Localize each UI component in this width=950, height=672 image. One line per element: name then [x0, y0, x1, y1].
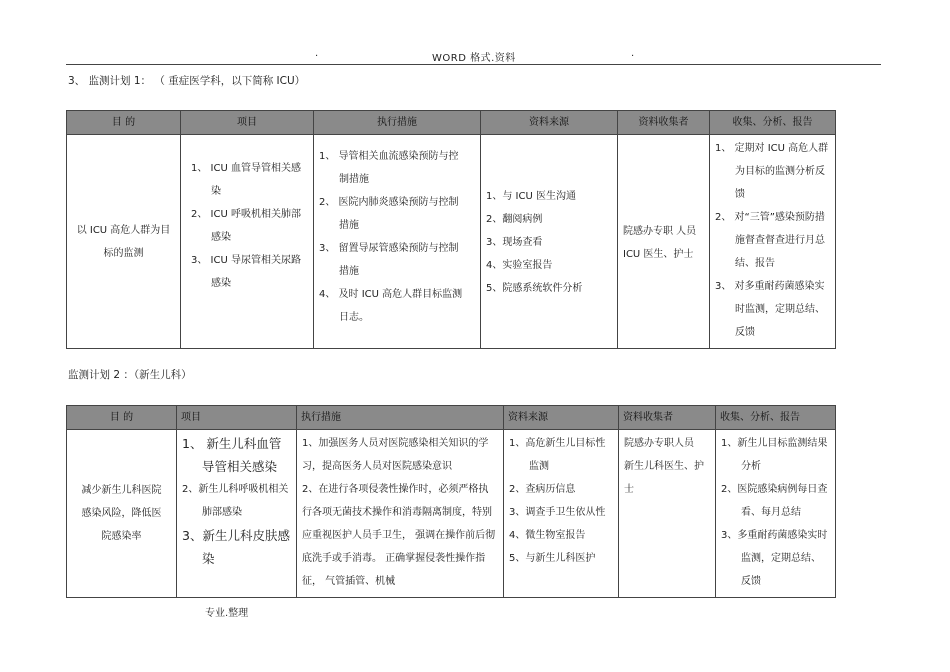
plan1-reports-cell — [710, 135, 836, 349]
plan2-col-collectors: 资料收集者 — [619, 406, 716, 430]
page-header — [66, 48, 881, 65]
plan1-row — [67, 135, 836, 349]
plan2-item: 2、新生儿科呼吸机相关肺部感染 — [182, 484, 289, 518]
plan2-report: 3、多重耐药菌感染实时监测，定期总结、反馈 — [721, 530, 828, 587]
plan1-measure: 3、 留置导尿管感染预防与控制措施 — [319, 243, 459, 277]
plan2-table — [66, 405, 836, 598]
plan1-source: 2、翻阅病例 — [486, 214, 543, 225]
plan2-collector: 院感办专职人员 — [624, 438, 694, 449]
plan1-col-collectors: 资料收集者 — [618, 111, 710, 135]
plan2-measure: 2、在进行各项侵袭性操作时，必须严格执行各项无菌技术操作和消毒隔离制度，特别应重视医护人员手卫生， 强调在操作前后彻底洗手或手消毒。 正确掌握侵袭性操作指征， 气管插管、机械 — [302, 484, 496, 587]
plan2-source: 1、高危新生儿目标性监测 — [509, 438, 606, 472]
plan1-measures-cell — [314, 135, 481, 349]
plan2-source: 3、调查手卫生依从性 — [509, 507, 606, 518]
plan1-collectors-cell — [618, 135, 710, 349]
plan1-source: 4、实验室报告 — [486, 260, 553, 271]
plan1-collector: ICU 医生、护士 — [623, 248, 694, 260]
plan2-item: 3、新生儿科皮肤感染 — [182, 528, 290, 566]
plan2-item: 1、 新生儿科血管导管相关感染 — [182, 436, 282, 474]
plan2-source: 2、查病历信息 — [509, 484, 576, 495]
plan2-items-cell — [177, 430, 297, 598]
plan1-source: 1、与 ICU 医生沟通 — [486, 191, 576, 202]
header-title: WORD 格式.资料 — [432, 53, 516, 64]
plan2-collectors-cell — [619, 430, 716, 598]
plan2-col-goal: 目 的 — [67, 406, 177, 430]
plan1-item: 1、 ICU 血管导管相关感染 — [191, 163, 301, 197]
header-dot-left: . — [315, 48, 319, 59]
plan2-source: 4、微生物室报告 — [509, 530, 586, 541]
plan1-measure: 2、 医院内肺炎感染预防与控制措施 — [319, 197, 459, 231]
plan1-report: 2、 对“三管”感染预防措施督查督查进行月总结、报告 — [715, 212, 825, 269]
plan2-header-row — [67, 406, 836, 430]
plan2-report: 1、新生儿目标监测结果分析 — [721, 438, 828, 472]
plan1-measure: 1、 导管相关血流感染预防与控制措施 — [319, 151, 459, 185]
plan2-col-reports: 收集、分析、报告 — [716, 406, 836, 430]
plan2-col-sources: 资料来源 — [504, 406, 619, 430]
plan2-goal: 减少新生儿科医院感染风险，降低医院感染率 — [81, 485, 162, 542]
plan1-header-row — [67, 111, 836, 135]
plan1-collector: 院感办专职 人员 — [623, 225, 697, 237]
plan1-report: 3、 对多重耐药菌感染实时监测，定期总结、反馈 — [715, 281, 825, 338]
plan1-col-sources: 资料来源 — [481, 111, 618, 135]
plan1-col-measures: 执行措施 — [314, 111, 481, 135]
plan1-col-items: 项目 — [181, 111, 314, 135]
plan2-report: 2、医院感染病例每日查看、每月总结 — [721, 484, 828, 518]
plan2-measure: 1、加强医务人员对医院感染相关知识的学习，提高医务人员对医院感染意识 — [302, 438, 489, 472]
plan1-source: 3、现场查看 — [486, 237, 543, 248]
plan1-item: 3、 ICU 导尿管相关尿路感染 — [191, 255, 301, 289]
plan1-sources-cell — [481, 135, 618, 349]
plan2-col-items: 项目 — [177, 406, 297, 430]
plan2-source: 5、与新生儿科医护 — [509, 553, 596, 564]
plan1-goal-cell — [67, 135, 181, 349]
plan2-measures-cell — [297, 430, 504, 598]
plan1-col-goal: 目 的 — [67, 111, 181, 135]
plan1-item: 2、 ICU 呼吸机相关肺部感染 — [191, 209, 301, 243]
plan2-row — [67, 430, 836, 598]
plan1-goal: 以 ICU 高危人群为目标的监测 — [76, 224, 171, 259]
page-footer: 专业.整理 — [205, 608, 249, 619]
plan2-collector: 新生儿科医生、护士 — [624, 461, 704, 495]
plan1-measure: 4、 及时 ICU 高危人群目标监测日志。 — [319, 289, 463, 323]
plan1-table — [66, 110, 836, 349]
plan2-col-measures: 执行措施 — [297, 406, 504, 430]
plan1-col-reports: 收集、分析、报告 — [710, 111, 836, 135]
section1-heading: 3、 监测计划 1： （ 重症医学科，以下简称 ICU） — [68, 75, 306, 87]
plan2-goal-cell — [67, 430, 177, 598]
section2-heading: 监测计划 2 ：（新生儿科） — [68, 369, 192, 381]
plan2-reports-cell — [716, 430, 836, 598]
plan2-sources-cell — [504, 430, 619, 598]
plan1-report: 1、 定期对 ICU 高危人群为目标的监测分析反馈 — [715, 143, 829, 200]
plan1-items-cell — [181, 135, 314, 349]
plan1-source: 5、院感系统软件分析 — [486, 283, 583, 294]
header-dot-right: . — [631, 48, 635, 59]
